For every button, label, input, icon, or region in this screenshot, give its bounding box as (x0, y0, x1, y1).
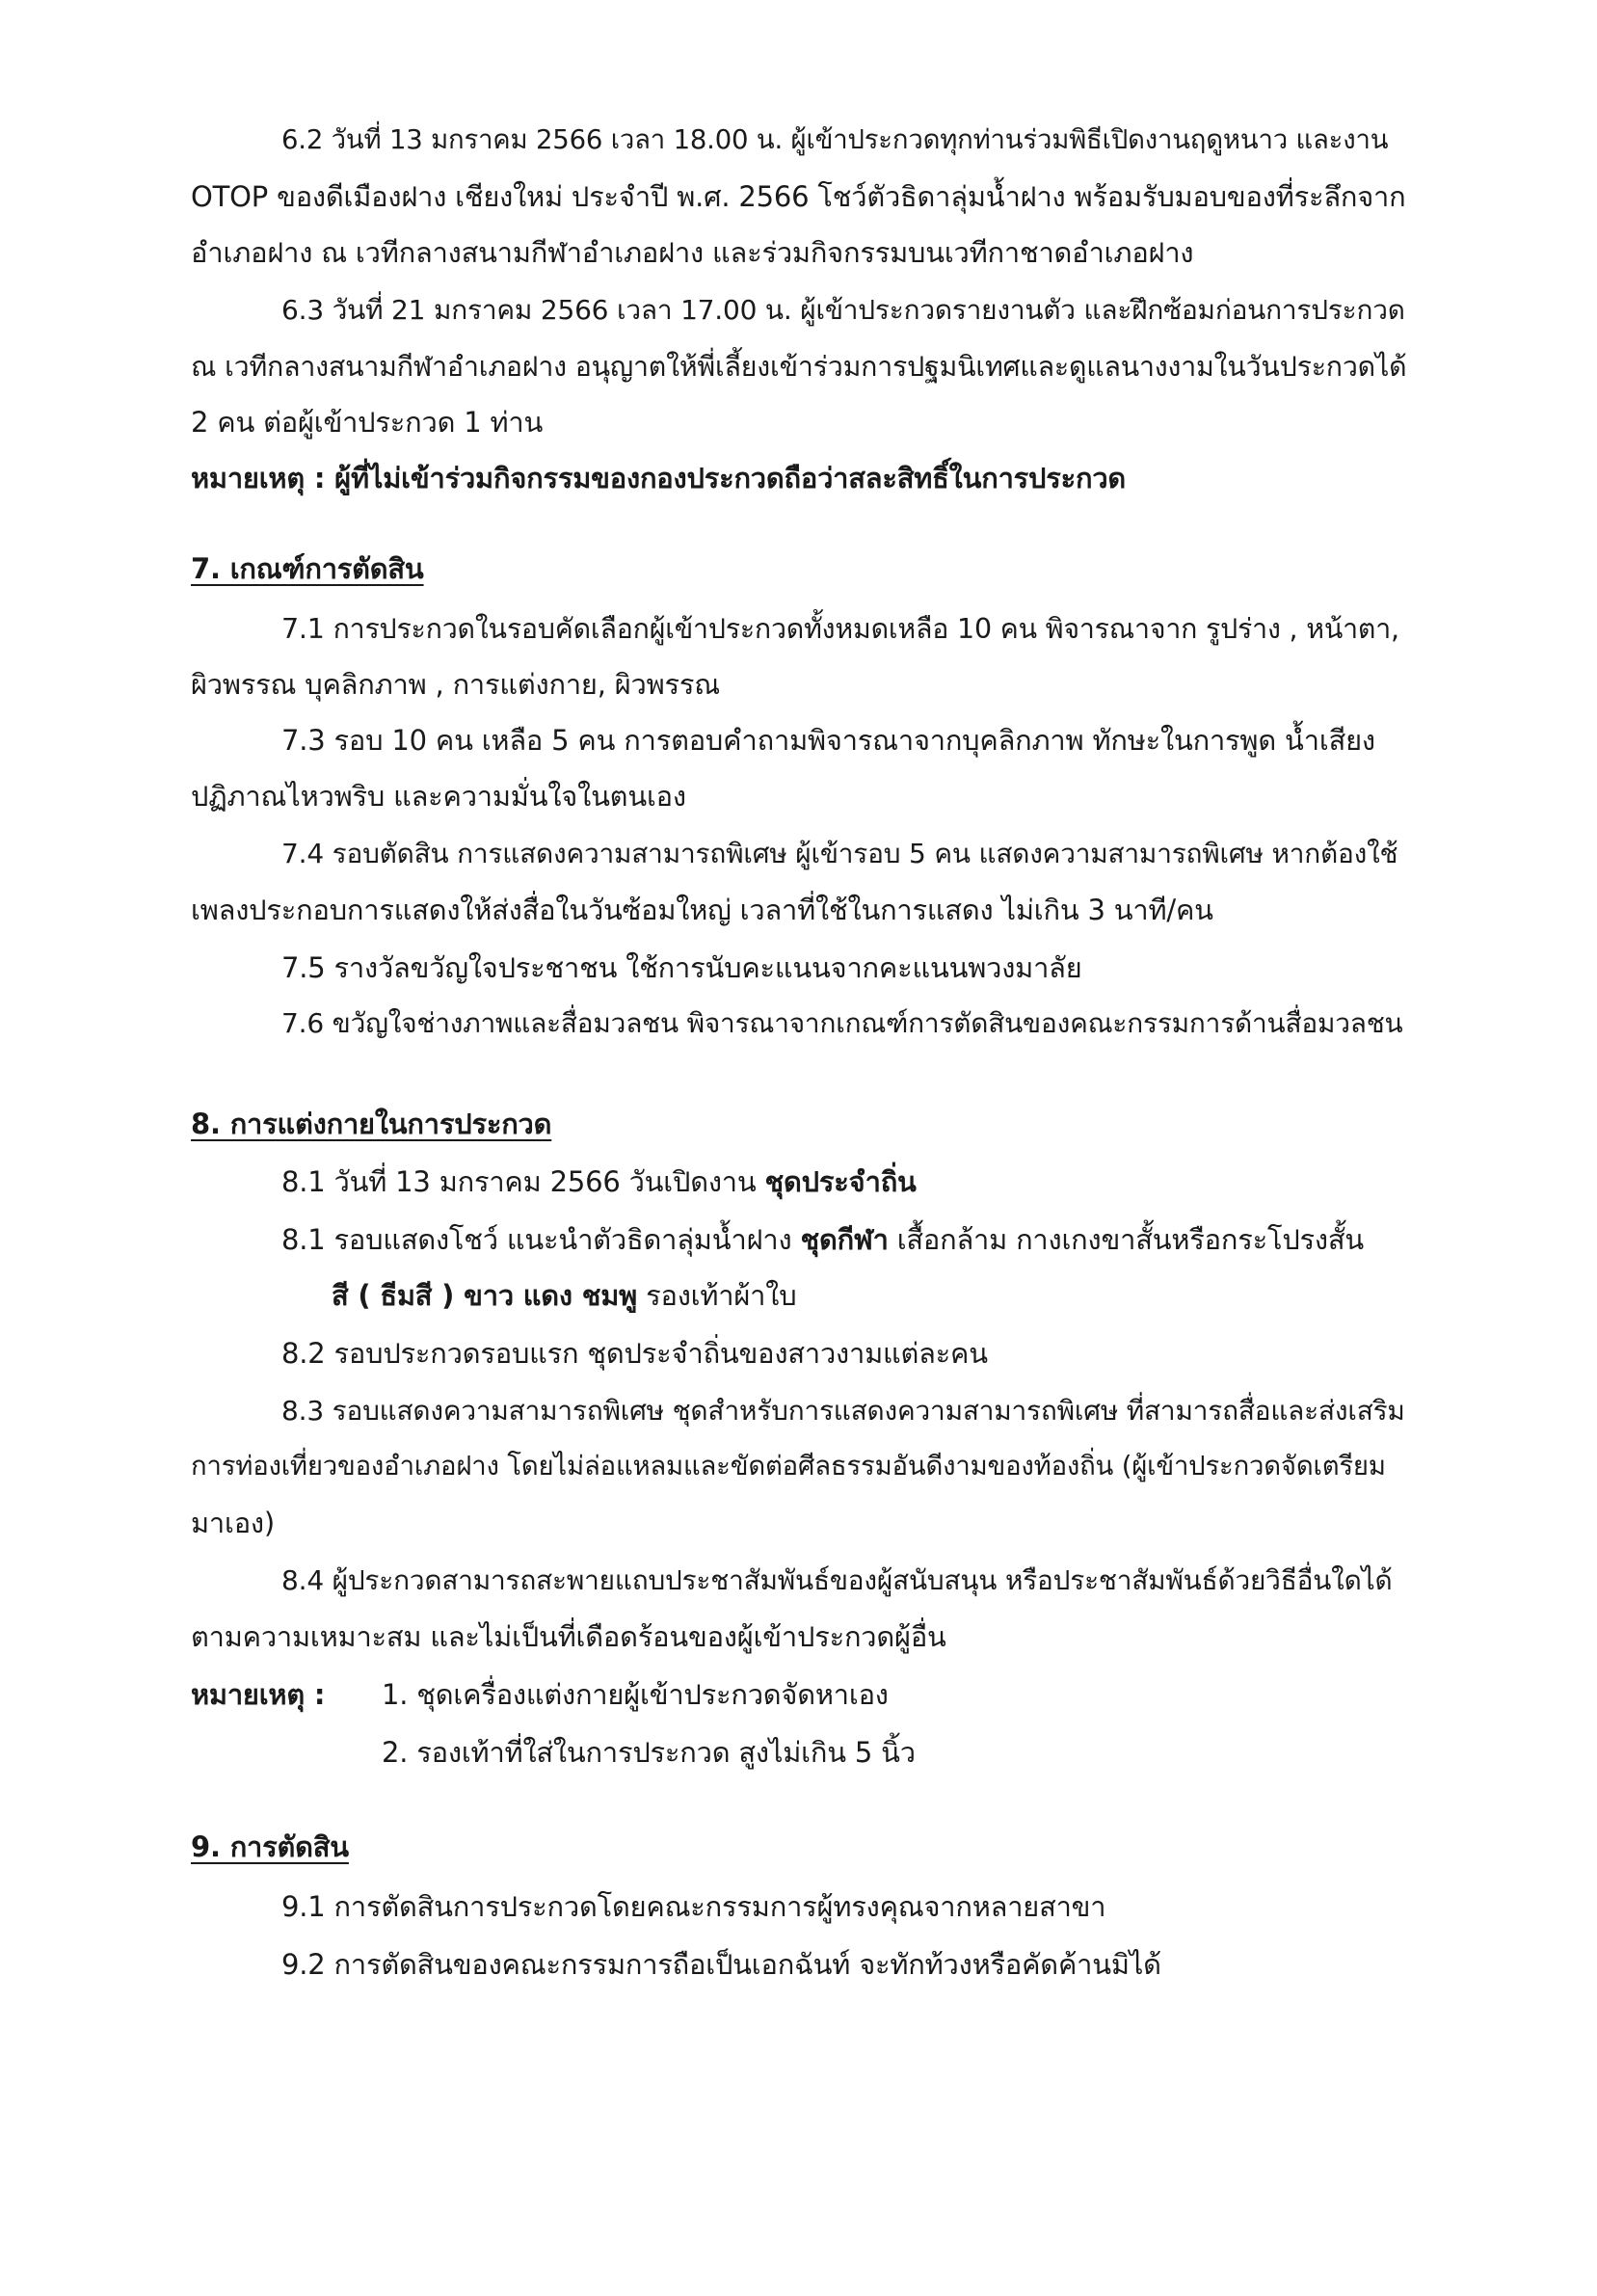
section-8-heading: 8. การแต่งกายในการประกวด (191, 1108, 552, 1140)
para-6-2-line-3: อำเภอฝาง ณ เวทีกลางสนามกีฬาอำเภอฝาง และร่วมกิจกรรมบนเวทีกาชาดอำเภอฝาง (191, 236, 1194, 269)
para-7-3-line-1: 7.3 รอบ 10 คน เหลือ 5 คน การตอบคำถามพิจารณาจากบุคลิกภาพ ทักษะในการพูด น้ำเสียง (281, 724, 1375, 757)
para-7-1-line-1: 7.1 การประกวดในรอบคัดเลือกผู้เข้าประกวดทั้งหมดเหลือ 10 คน พิจารณาจาก รูปร่าง , หน้าตา, (281, 613, 1399, 645)
para-8-1-opening-text: 8.1 วันที่ 13 มกราคม 2566 วันเปิดงาน (281, 1165, 765, 1198)
para-8-3-line-2: การท่องเที่ยวของอำเภอฝาง โดยไม่ล่อแหลมและขัดต่อศีลธรรมอันดีงามของท้องถิ่น (ผู้เข้าประกวดจัดเตรียม (191, 1451, 1386, 1482)
para-7-4-line-2: เพลงประกอบการแสดงให้ส่งสื่อในวันซ้อมใหญ่ เวลาที่ใช้ในการแสดง ไม่เกิน 3 นาที/คน (191, 894, 1213, 926)
para-8-1-shoes: รองเท้าผ้าใบ (637, 1279, 797, 1312)
para-8-4-line-2: ตามความเหมาะสม และไม่เป็นที่เดือดร้อนของผู้เข้าประกวดผู้อื่น (191, 1620, 946, 1653)
para-6-3-line-1: 6.3 วันที่ 21 มกราคม 2566 เวลา 17.00 น. ผู้เข้าประกวดรายงานตัว และฝึกซ้อมก่อนการประกวด (281, 294, 1405, 326)
para-7-3-line-2: ปฏิภาณไหวพริบ และความมั่นใจในตนเอง (191, 780, 686, 813)
para-9-1: 9.1 การตัดสินการประกวดโดยคณะกรรมการผู้ทรงคุณจากหลายสาขา (281, 1890, 1106, 1923)
para-7-4-line-1: 7.4 รอบตัดสิน การแสดงความสามารถพิเศษ ผู้เข้ารอบ 5 คน แสดงความสามารถพิเศษ หากต้องใช้ (281, 838, 1398, 869)
para-8-1-show-colors (332, 1278, 796, 1315)
para-6-3-line-2: ณ เวทีกลางสนามกีฬาอำเภอฝาง อนุญาตให้พี่เลี้ยงเข้าร่วมการปฐมนิเทศและดูแลนางงามในวันประกวดได้ (191, 351, 1407, 383)
para-8-1-opening (281, 1164, 917, 1201)
para-6-2-line-2: OTOP ของดีเมืองฝาง เชียงใหม่ ประจำปี พ.ศ. 2566 โชว์ตัวธิดาลุ่มน้ำฝาง พร้อมรับมอบของที่ระลึกจาก (191, 180, 1406, 213)
para-9-2: 9.2 การตัดสินของคณะกรรมการถือเป็นเอกฉันท์ จะทักท้วงหรือคัดค้านมิได้ (281, 1948, 1161, 1981)
para-8-1-show-detail: เสื้อกล้าม กางเกงขาสั้นหรือกระโปรงสั้น (888, 1223, 1364, 1256)
para-8-1-show-text: 8.1 รอบแสดงโชว์ แนะนำตัวธิดาลุ่มน้ำฝาง (281, 1223, 801, 1256)
para-8-4-line-1: 8.4 ผู้ประกวดสามารถสะพายแถบประชาสัมพันธ์ของผู้สนับสนุน หรือประชาสัมพันธ์ด้วยวิธีอื่นใดได้ (281, 1564, 1393, 1596)
para-7-1-line-2: ผิวพรรณ บุคลิกภาพ , การแต่งกาย, ผิวพรรณ (191, 668, 721, 701)
section-6-note: หมายเหตุ : ผู้ที่ไม่เข้าร่วมกิจกรรมของกองประกวดถือว่าสละสิทธิ์ในการประกวด (191, 462, 1127, 494)
para-8-1-color-theme: สี ( ธีมสี ) ขาว แดง ชมพู (332, 1279, 638, 1312)
para-7-6: 7.6 ขวัญใจช่างภาพและสื่อมวลชน พิจารณาจากเกณฑ์การตัดสินของคณะกรรมการด้านสื่อมวลชน (281, 1007, 1403, 1039)
para-8-3-line-1: 8.3 รอบแสดงความสามารถพิเศษ ชุดสำหรับการแสดงความสามารถพิเศษ ที่สามารถสื่อและส่งเสริม (281, 1395, 1405, 1427)
para-7-5: 7.5 รางวัลขวัญใจประชาชน ใช้การนับคะแนนจากคะแนนพวงมาลัย (281, 951, 1082, 984)
section-8-note-label: หมายเหตุ : (191, 1678, 326, 1711)
section-8-note-1: 1. ชุดเครื่องแต่งกายผู้เข้าประกวดจัดหาเอง (382, 1678, 889, 1711)
para-8-3-line-3: มาเอง) (191, 1507, 276, 1539)
para-8-1-show-attire: ชุดกีฬา (800, 1223, 889, 1256)
para-8-1-show (281, 1222, 1364, 1259)
section-9-heading: 9. การตัดสิน (191, 1830, 349, 1863)
section-8-note-2: 2. รองเท้าที่ใส่ในการประกวด สูงไม่เกิน 5 นิ้ว (382, 1736, 916, 1769)
para-6-3-line-3: 2 คน ต่อผู้เข้าประกวด 1 ท่าน (191, 406, 544, 439)
para-8-1-opening-attire: ชุดประจำถิ่น (764, 1165, 917, 1198)
section-7-heading: 7. เกณฑ์การตัดสิน (191, 552, 424, 585)
para-8-2: 8.2 รอบประกวดรอบแรก ชุดประจำถิ่นของสาวงามแต่ละคน (281, 1337, 988, 1370)
para-6-2-line-1: 6.2 วันที่ 13 มกราคม 2566 เวลา 18.00 น. ผู้เข้าประกวดทุกท่านร่วมพิธีเปิดงานฤดูหนาว และงาน (281, 124, 1389, 155)
